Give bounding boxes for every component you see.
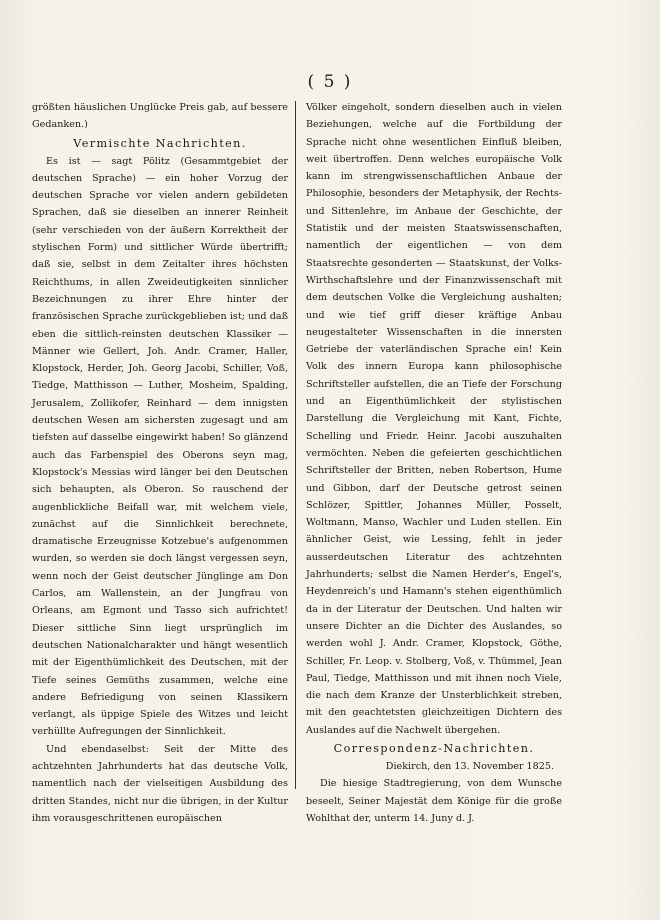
page-number: ( 5 ) <box>307 72 353 92</box>
article-paragraph-ebendaselbst: Und ebendaselbst: Seit der Mitte des achtzehnten Jahrhunderts hat das deutsche Volk, namentlich nach der vielseitigen Ausbildung des dritten Standes, nicht nur die übrigen, in der Kultur ihm vorausgeschrittenen europäischen <box>32 743 288 824</box>
section-heading-vermischte: Vermischte Nachrichten. <box>73 136 247 150</box>
section-heading-correspondenz: Correspondenz-Nachrichten. <box>333 741 535 755</box>
article-paragraph-poelitz: Es ist — sagt Pölitz (Gesammtgebiet der deutschen Sprache) — ein hoher Vorzug der deutschen Sprache vor vielen andern gebildeten Sprachen, daß sie dieselben an innerer Reinheit (sehr verschieden von der äußern Korrektheit der stylischen Form) und sittlicher Würde übertrifft; daß sie, selbst in dem Zeitalter ihres höchsten Reichthums, in allen Zweideutigkeiten sinnlicher Bezeichnungen zu ihrer Ehre hinter der französischen Sprache zurückgeblieben ist; und daß eben die sittlich-reinsten deutschen Klassiker — Männer wie Gellert, Joh. Andr. Cramer, Haller, Klopstock, Herder, Joh. Georg Jacobi, Schiller, Voß, Tiedge, Matthisson — Luther, Mosheim, Spalding, Jerusalem, Zollikofer, Reinhard — dem innigsten deutschen Wesen am sichersten zugesagt und am tiefsten auf dasselbe eingewirkt haben! So glänzend auch das Farbenspiel des Oberons seyn mag, Klopstock's Messias wird länger bei den Deutschen sich behaupten, als Oberon. So rauschend der augenblickliche Beifall war, mit welchem viele, zunächst auf die Sinnlichkeit berechnete, dramatische Erzeugnisse Kotzebue's aufgenommen wurden, so werden sie doch längst vergessen seyn, wenn noch der Geist deutscher Jünglinge am Don Carlos, am Wallenstein, an der Jungfrau von Orleans, am Egmont und Tasso sich aufrichtet! Dieser sittliche Sinn liegt ursprünglich im deutschen Nationalcharakter und hängt wesentlich mit der Eigenthümlichkeit des Deutschen, mit der Tiefe seines Gemüths zusammen, welche eine andere Befriedigung von seinen Klassikern verlangt, als üppige Spiele des Witzes und leicht verhüllte Aufregungen der Sinnlichkeit. <box>32 155 288 738</box>
article-paragraph-diekirch: Die hiesige Stadtregierung, von dem Wunsche beseelt, Seiner Majestät dem Könige für die große Wohlthat der, unterm 14. Juny d. J. <box>306 778 562 824</box>
right-column <box>306 99 562 827</box>
continued-paragraph: Völker eingeholt, sondern dieselben auch in vielen Beziehungen, welche auf die Fortbildung der Sprache nicht ohne wesentlichen Einfluß bleiben, weit übertroffen. Denn welches europäische Volk kann im strengwissenschaftlichen Anbaue der Philosophie, besonders der Metaphysik, der Rechts- und Sittenlehre, im Anbaue der Geschichte, der Statistik und der meisten Staatswissenschaften, namentlich der eigentlichen — von dem Staatsrechte gesonderten — Staatskunst, der Volks-Wirthschaftslehre und der Finanzwissenschaft mit dem deutschen Volke die Vergleichung aushalten; und wie tief griff dieser kräftige Anbau neugestalteter Wissenschaften in die innersten Getriebe der vaterländischen Sprache ein! Kein Volk des innern Europa kann philosophische Schriftsteller aufstellen, die an Tiefe der Forschung und an Eigenthümlichkeit der stylistischen Darstellung die Vergleichung mit Kant, Fichte, Schelling und Friedr. Heinr. Jacobi auszuhalten vermöchten. Neben die gefeierten geschichtlichen Schriftsteller der Britten, neben Robertson, Hume und Gibbon, darf der Deutsche getrost seinen Schlözer, Spittler, Johannes Müller, Posselt, Woltmann, Manso, Wachler und Luden stellen. Ein ähnlicher Geist, wie Lessing, fehlt in jeder ausserdeutschen Literatur des achtzehnten Jahrhunderts; selbst die Namen Herder's, Engel's, Heydenreich's und Hamann's stehen eigenthümlich da in der Literatur der Deutschen. Und halten wir unsere Dichter an die Dichter des Auslandes, so werden wohl J. Andr. Cramer, Klopstock, Göthe, Schiller, Fr. Leop. v. Stolberg, Voß, v. Thümmel, Jean Paul, Tiedge, Matthisson und mit ihnen noch Viele, die nach dem Kranze der Unsterblichkeit streben, mit den geachtetsten gleichzeitigen Dichtern des Auslandes auf die Nachwelt übergehen. <box>306 102 562 736</box>
left-column <box>32 99 288 827</box>
column-divider <box>295 101 296 789</box>
dateline: Diekirch, den 13. November 1825. <box>385 760 554 772</box>
continued-paragraph: größten häuslichen Unglücke Preis gab, auf bessere Gedanken.) <box>32 102 288 131</box>
